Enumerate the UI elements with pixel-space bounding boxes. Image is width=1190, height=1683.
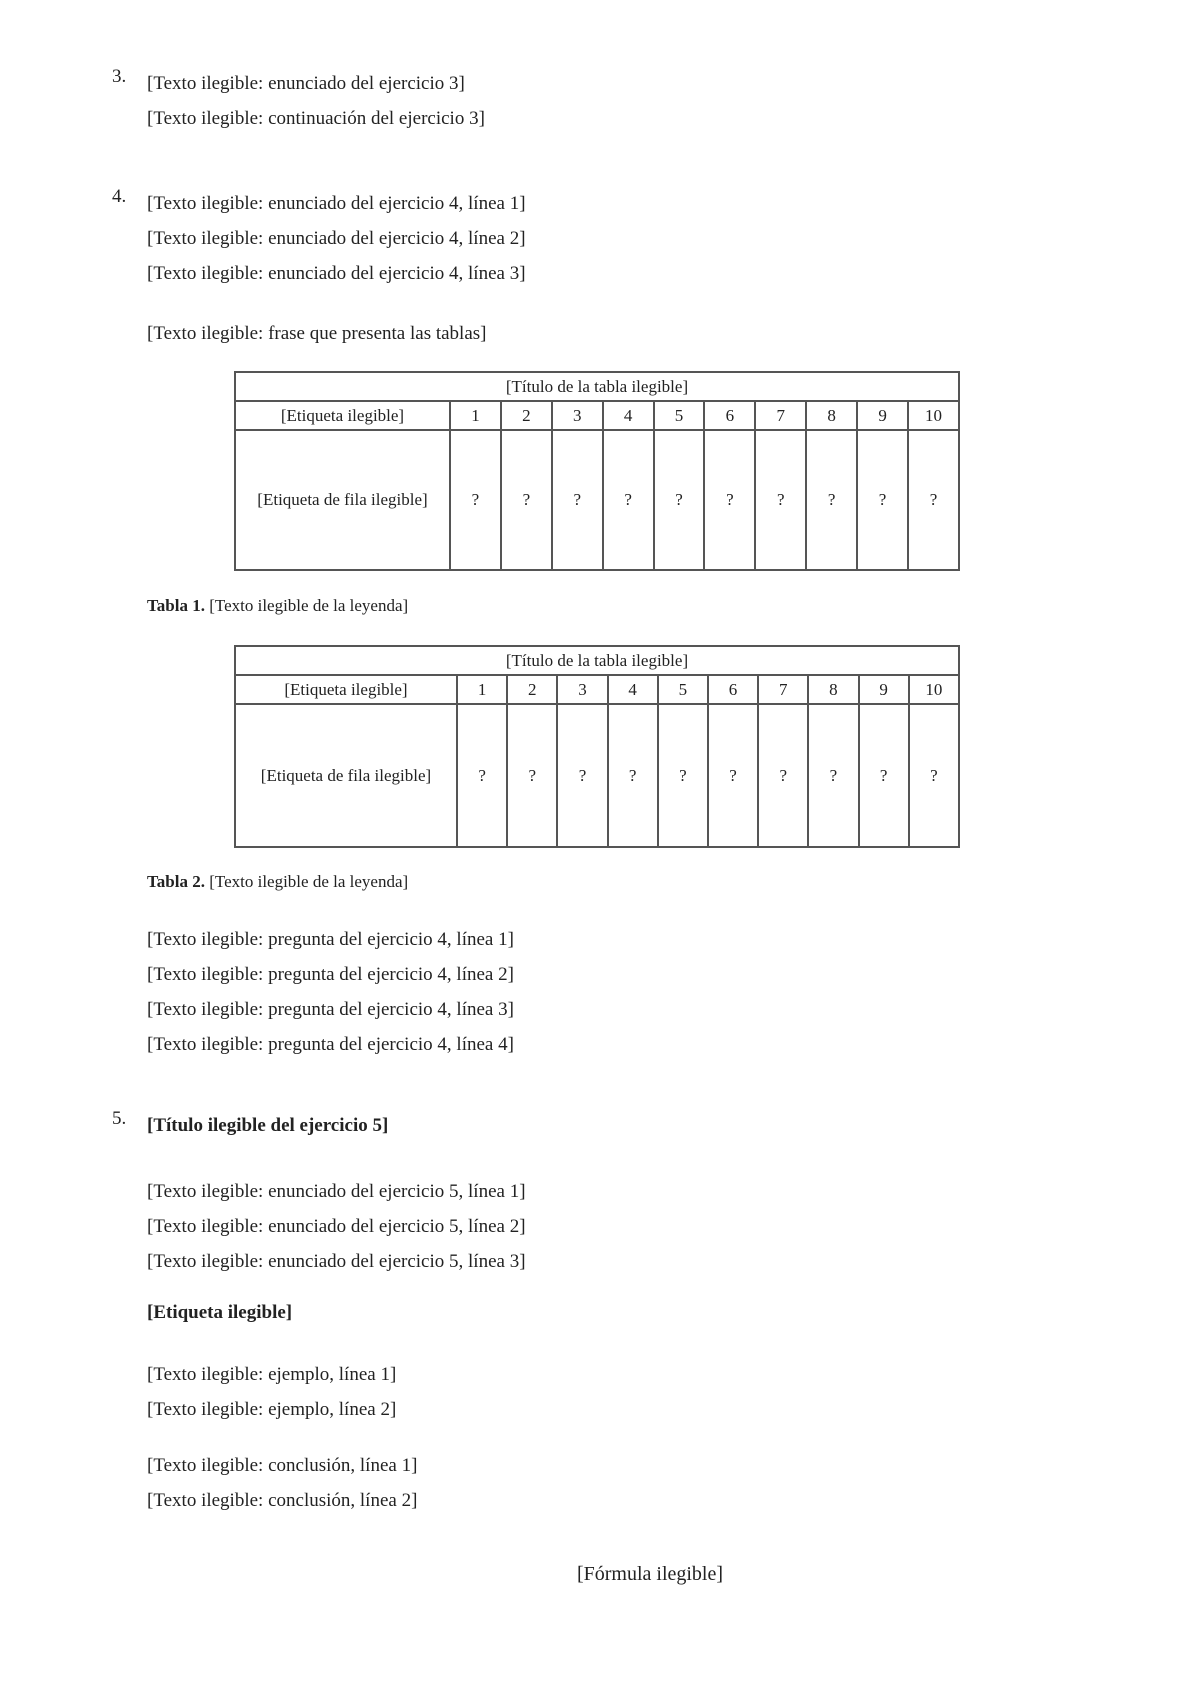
table-a-cell: ? [450, 430, 501, 570]
statement-line: [Texto ilegible: enunciado del ejercicio 5, línea 2] [147, 1216, 526, 1237]
table-a-cell: ? [857, 430, 908, 570]
question-line: [Texto ilegible: pregunta del ejercicio 4, línea 4] [147, 1034, 514, 1055]
example-label: [Etiqueta ilegible] [147, 1302, 293, 1323]
conclusion-text [147, 1448, 1122, 1518]
table-b-col: 7 [758, 675, 808, 704]
data-table-b [234, 645, 960, 848]
table-b-col: 1 [457, 675, 507, 704]
table-a-cell: ? [755, 430, 806, 570]
exercise-number: 3. [112, 66, 127, 87]
table-b-col: 10 [909, 675, 959, 704]
table-a-col: 10 [908, 401, 959, 430]
exercise-4 [112, 186, 1122, 296]
formula: [Fórmula ilegible] [576, 1563, 724, 1585]
exercise-5 [112, 1108, 1122, 1144]
table-b-col: 2 [507, 675, 557, 704]
table-b-caption-text: [Texto ilegible de la leyenda] [209, 872, 409, 891]
table-b-cell: ? [457, 704, 507, 847]
table-b-cell: ? [808, 704, 858, 847]
table-a-header-label: [Etiqueta ilegible] [235, 401, 450, 430]
exercise-number: 5. [112, 1108, 127, 1129]
table-a-col: 8 [806, 401, 857, 430]
table-b-col: 8 [808, 675, 858, 704]
exercise-4-line-1: [Texto ilegible: enunciado del ejercicio 4, línea 1] [147, 193, 526, 214]
exercise-3-line-1: [Texto ilegible: enunciado del ejercicio 3] [147, 73, 465, 94]
table-b-cell: ? [909, 704, 959, 847]
conclusion-line: [Texto ilegible: conclusión, línea 2] [147, 1490, 418, 1511]
statement-line: [Texto ilegible: enunciado del ejercicio 5, línea 3] [147, 1251, 526, 1272]
table-a-cell: ? [806, 430, 857, 570]
table-b-col: 5 [658, 675, 708, 704]
example-line: [Texto ilegible: ejemplo, línea 2] [147, 1399, 397, 1420]
table-a-cell: ? [704, 430, 755, 570]
table-b-cell: ? [859, 704, 909, 847]
table-a-cell: ? [908, 430, 959, 570]
table-b-cell: ? [608, 704, 658, 847]
table-b-col: 6 [708, 675, 758, 704]
exercise-4-line-2: [Texto ilegible: enunciado del ejercicio 4, línea 2] [147, 228, 526, 249]
table-a-caption [147, 596, 408, 616]
table-b-caption [147, 872, 408, 892]
table-a-col: 2 [501, 401, 552, 430]
question-line: [Texto ilegible: pregunta del ejercicio 4, línea 2] [147, 964, 514, 985]
table-a-col: 3 [552, 401, 603, 430]
table-b-col: 3 [557, 675, 607, 704]
table-b-caption-label: Tabla 2. [147, 872, 205, 891]
exercise-4-line-3: [Texto ilegible: enunciado del ejercicio 4, línea 3] [147, 263, 526, 284]
exercise-number: 4. [112, 186, 127, 207]
table-a-col: 9 [857, 401, 908, 430]
tables-intro: [Texto ilegible: frase que presenta las tablas] [147, 323, 487, 344]
table-b-col: 4 [608, 675, 658, 704]
exercise-3 [112, 66, 1122, 138]
table-b-header-label: [Etiqueta ilegible] [235, 675, 457, 704]
table-b-col: 9 [859, 675, 909, 704]
table-a-col: 5 [654, 401, 705, 430]
table-b-row-label: [Etiqueta de fila ilegible] [235, 704, 457, 847]
table-a-title: [Título de la tabla ilegible] [235, 372, 959, 401]
table-b-cell: ? [708, 704, 758, 847]
table-a-col: 1 [450, 401, 501, 430]
table-a-cell: ? [501, 430, 552, 570]
data-table-a [234, 371, 960, 571]
table-a-col: 7 [755, 401, 806, 430]
example-line: [Texto ilegible: ejemplo, línea 1] [147, 1364, 397, 1385]
table-b-title: [Título de la tabla ilegible] [235, 646, 959, 675]
example-text [147, 1357, 1122, 1427]
table-b-cell: ? [658, 704, 708, 847]
table-a-row-label: [Etiqueta de fila ilegible] [235, 430, 450, 570]
statement-line: [Texto ilegible: enunciado del ejercicio 5, línea 1] [147, 1181, 526, 1202]
table-a-col: 4 [603, 401, 654, 430]
conclusion-line: [Texto ilegible: conclusión, línea 1] [147, 1455, 418, 1476]
table-a-caption-text: [Texto ilegible de la leyenda] [209, 596, 409, 615]
table-a-cell: ? [603, 430, 654, 570]
table-b-cell: ? [507, 704, 557, 847]
table-a-cell: ? [552, 430, 603, 570]
table-b-cell: ? [758, 704, 808, 847]
question-line: [Texto ilegible: pregunta del ejercicio 4, línea 1] [147, 929, 514, 950]
exercise-5-heading: [Título ilegible del ejercicio 5] [147, 1115, 389, 1136]
table-b-cell: ? [557, 704, 607, 847]
table-a-col: 6 [704, 401, 755, 430]
exercise-3-line-2: [Texto ilegible: continuación del ejercicio 3] [147, 108, 485, 129]
question-line: [Texto ilegible: pregunta del ejercicio 4, línea 3] [147, 999, 514, 1020]
table-a-cell: ? [654, 430, 705, 570]
table-a-caption-label: Tabla 1. [147, 596, 205, 615]
exercise-5-statement [147, 1174, 1122, 1279]
exercise-4-question [147, 922, 1122, 1062]
